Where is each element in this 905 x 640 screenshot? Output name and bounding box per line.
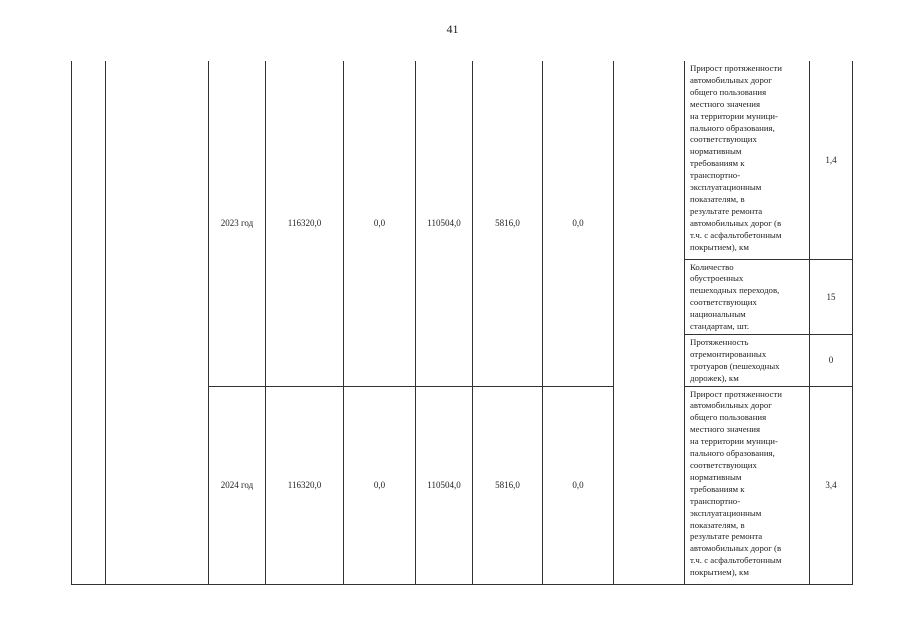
indicator-description: Протяженность отремонтированных тротуаров (пешеходных дорожек), км [685, 334, 810, 386]
table-row-2023-a [72, 61, 853, 259]
cell-year-2023: 2023 год [209, 61, 266, 386]
indicator-value: 3,4 [810, 386, 853, 584]
indicator-value: 0 [810, 334, 853, 386]
program-table [71, 61, 853, 585]
indicator-value: 1,4 [810, 61, 853, 259]
cell-name [106, 61, 209, 584]
indicator-description: Прирост протяженности автомобильных дорог общего пользования местного значения на территории муници- пального образования, соответствующих нормативным требованиям к транспортно- эксплуатационным показателям, в результате ремонта автомобильных дорог (в т.ч. с асфальтобетонным покрытием), км [685, 386, 810, 584]
cell-reg-2024: 110504,0 [416, 386, 473, 584]
cell-fed-2024: 0,0 [344, 386, 416, 584]
page-number: 41 [446, 22, 459, 36]
cell-other-2023: 0,0 [543, 61, 614, 386]
indicator-value: 15 [810, 259, 853, 334]
cell-total-2024: 116320,0 [266, 386, 344, 584]
indicator-description: Количество обустроенных пешеходных переходов, соответствующих национальным стандартам, шт. [685, 259, 810, 334]
indicator-description: Прирост протяженности автомобильных дорог общего пользования местного значения на территории муници- пального образования, соответствующих нормативным требованиям к транспортно- эксплуатационным показателям, в результате ремонта автомобильных дорог (в т.ч. с асфальтобетонным покрытием), км [685, 61, 810, 259]
cell-local-2023: 5816,0 [473, 61, 543, 386]
cell-fed-2023: 0,0 [344, 61, 416, 386]
cell-reg-2023: 110504,0 [416, 61, 473, 386]
funding-table [71, 61, 853, 585]
cell-local-2024: 5816,0 [473, 386, 543, 584]
cell-executor [614, 61, 685, 584]
cell-number [72, 61, 106, 584]
cell-other-2024: 0,0 [543, 386, 614, 584]
cell-year-2024: 2024 год [209, 386, 266, 584]
cell-total-2023: 116320,0 [266, 61, 344, 386]
